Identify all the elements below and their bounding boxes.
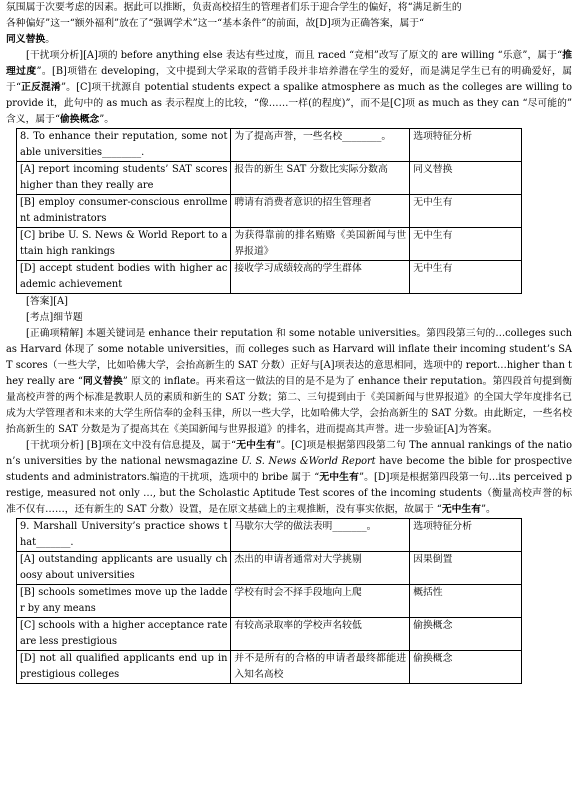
text-fragment: ”。 [481,504,496,515]
text-fragment: [干扰项分析][A]项的 before anything else 表达有些过度，而且 raced “竞相”改写了原文的 are willing “乐意”，属于“ [26,50,563,61]
bold-term: 同义替换 [6,34,46,45]
table-cell: [C] bribe U. S. News & World Report to attain high rankings [17,228,231,261]
text-line [6,32,572,48]
bold-term: 正反混淆 [20,82,61,93]
text-fragment: ”。[D]项是根据第四段第一句…its perceived prestige, measured not only …, but the Scholastic Aptitude Test scores of the incoming students（衡量高校声誉的标准不仅有……，还有新生的 SAT 分数）设置，是在原文基础上的主观推断，没有事实依据，故属于 “ [6,472,573,515]
distractor-analysis-8b [6,438,572,518]
table-cell: 为获得靠前的排名贿赂《美国新闻与世界报道》 [231,228,410,261]
text-line: 氛围属于次要考虑的因素。据此可以推断，负责高校招生的管理者们乐于迎合学生的偏好，将“满足新生的 [6,2,462,13]
table-cell: 无中生有 [410,228,522,261]
table-cell: 选项特征分析 [410,519,522,552]
table-cell: 报告的新生 SAT 分数比实际分数高 [231,162,410,195]
table-cell: 8. To enhance their reputation, some notable universities________. [17,129,231,162]
table-row [17,585,522,618]
table-cell: 杰出的申请者通常对大学挑剔 [231,552,410,585]
text-line: 各种偏好”这一“额外福利”放在了“强调学术”这一“基本条件”的前面，故[D]项为正确答案，属于“ [6,18,425,29]
table-cell: 偷换概念 [410,651,522,684]
table-cell: [B] schools sometimes move up the ladder by any means [17,585,231,618]
table-cell: 9. Marshall University’s practice shows that_______. [17,519,231,552]
bold-term: 同义替换 [82,376,123,387]
document-page [6,0,572,684]
table-row [17,162,522,195]
text-fragment: [正确项精解] 本题关键词是 enhance their reputation 和 some notable universities。第四段第三句的…colleges such as Harvard 体现了 some notable universities，而 colleges such as Harvard will inflate their incoming student’s SAT scores（一些大学，比如哈佛大学，会抬高新生的 SAT 分数）正好与[A]项表达的意思相同，选项中的 report…higher than they really are “ [6,328,572,387]
table-cell: 因果倒置 [410,552,522,585]
option-table-q8 [16,128,522,294]
table-cell: 无中生有 [410,261,522,294]
table-cell: 马歇尔大学的做法表明_______。 [231,519,410,552]
table-cell: 偷换概念 [410,618,522,651]
table-cell: [D] not all qualified applicants end up in prestigious colleges [17,651,231,684]
answer-line: [答案][A] [26,296,68,307]
text-fragment: [干扰项分析] [B]项在文中没有信息提及，属于“ [26,440,237,451]
table-cell: [D] accept student bodies with higher academic achievement [17,261,231,294]
text-fragment: 。 [45,34,55,45]
table-header-row [17,129,522,162]
bold-term: 无中生有 [441,504,481,515]
table-cell: 有较高录取率的学校声名较低 [231,618,410,651]
text-fragment: ”。[B]项错在 developing，文中提到大学采取的营销手段并非培养潜在学生的爱好，而是满足学生已有的明确爱好，属于“ [6,66,573,93]
table-row [17,651,522,684]
table-header-row [17,519,522,552]
text-fragment: ”。[C]项干扰源自 potential students expect a spalike atmosphere as much as the colleges are willing to provide it，此句中的 as much as 表示程度上的比较，“像……一样(的程度)”，而不是[C]项 as much as they can “尽可能的” 含义，属于“ [6,82,573,125]
bold-term: 无中生有 [319,472,359,483]
table-cell: 为了提高声誉，一些名校________。 [231,129,410,162]
table-cell: 聘请有消费者意识的招生管理者 [231,195,410,228]
text-fragment: ”。 [99,114,114,125]
table-cell: [B] employ consumer-conscious enrollment administrators [17,195,231,228]
text-fragment: have become the bible for prospective students and administrators.编造的干扰项，选项中的 bribe 属于 “ [6,456,572,483]
table-cell: 学校有时会不择手段地向上爬 [231,585,410,618]
bold-term: 偷换概念 [60,114,100,125]
table-row [17,228,522,261]
test-point-line: [考点]细节题 [26,312,83,323]
table-cell: 同义替换 [410,162,522,195]
table-row [17,618,522,651]
correct-option-analysis [6,326,572,438]
table-cell: 概括性 [410,585,522,618]
italic-title: U. S. News &World Report [241,456,376,467]
text-fragment: ”。[C]项是根据第四段第二句 The annual rankings of the nation’s universities by the national newsmagazine [6,440,572,467]
table-cell: [A] report incoming students’ SAT scores higher than they really are [17,162,231,195]
distractor-analysis-8 [6,48,572,128]
table-row [17,195,522,228]
table-cell: 并不是所有的合格的申请者最终都能进入知名高校 [231,651,410,684]
table-cell: [C] schools with a higher acceptance rate are less prestigious [17,618,231,651]
table-cell: 选项特征分析 [410,129,522,162]
option-table-q9 [16,518,522,684]
table-cell: 接收学习成绩较高的学生群体 [231,261,410,294]
table-row [17,261,522,294]
bold-term: 推理过度 [6,50,573,77]
table-row [17,552,522,585]
text-fragment: ” 原文的 inflate。再来看这一做法的目的是不是为了 enhance their reputation。第四段首句提到衡量高校声誉的两个标准是教职人员的素质和新生的 SAT 分数；第二、三句提到由于《美国新闻与世界报道》的全国大学年度排名已成为大学管理者和未来的大学生所信奉的金科玉律，所以一些大学，比如哈佛大学，会抬高新生的 SAT 分数。由此断定，一些名校抬高新生的 SAT 分数是为了提高其在《美国新闻与世界报道》的排名，进而提高其声誉。进一步验证[A]为答案。 [6,376,572,435]
table-cell: 无中生有 [410,195,522,228]
table-cell: [A] outstanding applicants are usually choosy about universities [17,552,231,585]
bold-term: 无中生有 [236,440,276,451]
